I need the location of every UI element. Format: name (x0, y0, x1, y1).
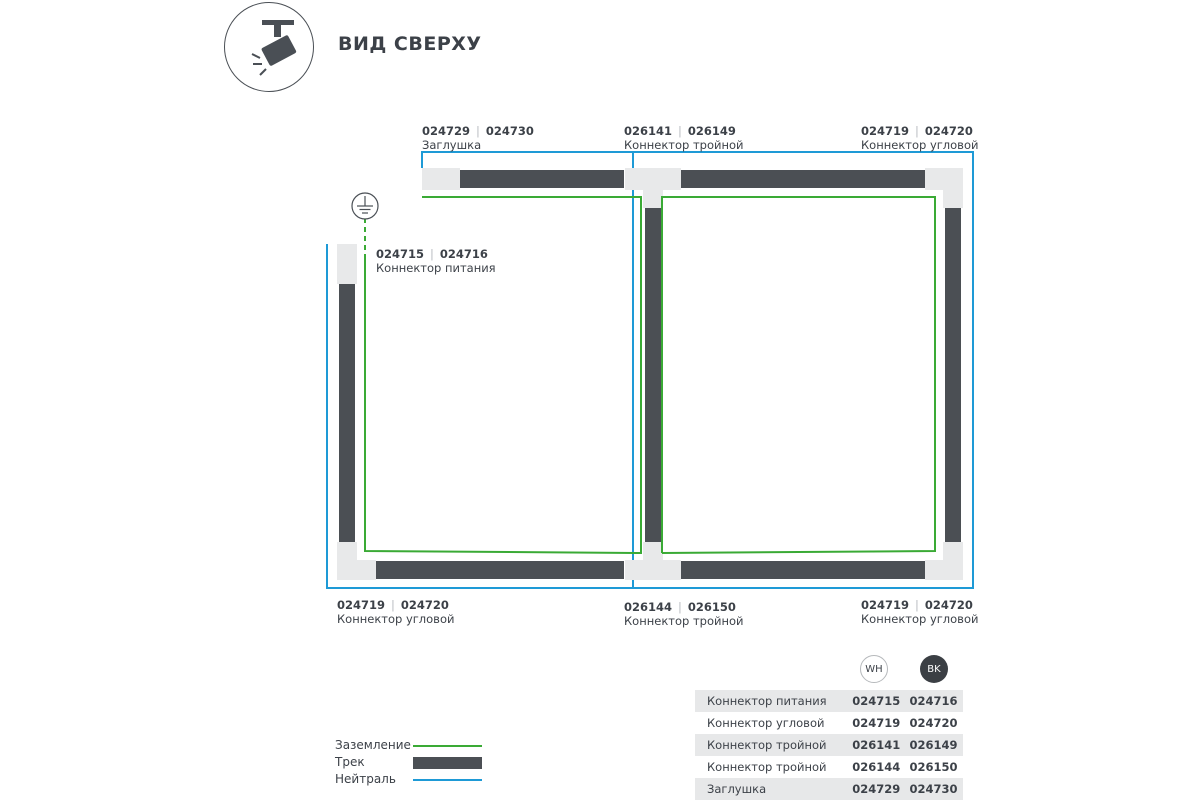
code-bk: 026149 (687, 124, 736, 138)
table-cell-bk: 024716 (909, 694, 958, 708)
label-name: Коннектор угловой (861, 612, 979, 626)
article-table (695, 690, 963, 800)
table-cell-bk: 026150 (909, 760, 958, 774)
track-bottom-left (376, 561, 624, 579)
label-name: Коннектор тройной (624, 138, 744, 152)
page-title: ВИД СВЕРХУ (338, 33, 482, 55)
legend-swatch-track (413, 757, 482, 769)
corner-connector-top-right (925, 168, 963, 208)
table-cell-bk: 024730 (909, 782, 958, 796)
label-name: Коннектор угловой (861, 138, 979, 152)
corner-connector-bottom-right (925, 542, 963, 580)
tee-connector-bottom-stem (643, 542, 663, 560)
code-wh: 026141 (624, 124, 673, 138)
label-tee-bottom: 026144 | 026150 Коннектор тройной (624, 600, 744, 628)
label-corner-bottom-right: 024719 | 024720 Коннектор угловой (861, 598, 979, 626)
end-cap-connector (422, 168, 460, 190)
table-cell-wh: 026144 (852, 760, 901, 774)
track-top-right (681, 170, 925, 188)
code-bk: 024720 (924, 124, 973, 138)
power-connector (337, 244, 357, 284)
code-wh: 024719 (861, 598, 910, 612)
tee-connector-top-stem (643, 190, 663, 208)
table-cell-bk: 024720 (909, 716, 958, 730)
table-cell-name: Коннектор тройной (707, 760, 827, 774)
table-row (695, 734, 963, 756)
ground-symbol-icon (352, 193, 378, 219)
table-cell-name: Коннектор тройной (707, 738, 827, 752)
track-top-left (460, 170, 624, 188)
table-cell-wh: 024719 (852, 716, 901, 730)
table-cell-wh: 024729 (852, 782, 901, 796)
code-wh: 026144 (624, 600, 673, 614)
code-bk: 024716 (439, 247, 488, 261)
tee-connector-top (625, 168, 681, 190)
legend-swatch-neutral (413, 779, 482, 781)
label-tee-top: 026141 | 026149 Коннектор тройной (624, 124, 744, 152)
table-cell-wh: 024715 (852, 694, 901, 708)
table-row (695, 690, 963, 712)
corner-connector-bottom-left (337, 542, 376, 580)
label-name: Заглушка (422, 138, 482, 152)
track-middle (645, 208, 661, 542)
code-bk: 024720 (924, 598, 973, 612)
table-row (695, 756, 963, 778)
legend-label-track: Трек (335, 755, 365, 769)
table-cell-wh: 026141 (852, 738, 901, 752)
label-corner-bottom-left: 024719 | 024720 Коннектор угловой (337, 598, 455, 626)
code-bk: 026150 (687, 600, 736, 614)
code-bk: 024720 (400, 598, 449, 612)
legend-label-neutral: Нейтраль (335, 772, 396, 786)
table-row (695, 712, 963, 734)
code-wh: 024729 (422, 124, 471, 138)
ground-wire-right (662, 197, 935, 553)
code-wh: 024719 (861, 124, 910, 138)
legend (335, 738, 495, 794)
tee-connector-bottom (625, 560, 681, 580)
table-cell-bk: 026149 (909, 738, 958, 752)
code-wh: 024715 (376, 247, 425, 261)
legend-label-ground: Заземление (335, 738, 411, 752)
label-corner-top-right: 024719 | 024720 Коннектор угловой (861, 124, 979, 152)
table-row (695, 778, 963, 800)
black-color-badge: BK (920, 655, 948, 683)
label-power-connector: 024715 | 024716 Коннектор питания (376, 247, 496, 275)
legend-swatch-ground (413, 745, 482, 747)
code-bk: 024730 (485, 124, 534, 138)
track-right (945, 208, 961, 542)
label-name: Коннектор угловой (337, 612, 455, 626)
table-cell-name: Заглушка (707, 782, 767, 796)
table-cell-name: Коннектор угловой (707, 716, 825, 730)
track-bottom-right (681, 561, 925, 579)
table-cell-name: Коннектор питания (707, 694, 827, 708)
label-name: Коннектор питания (376, 261, 496, 275)
code-wh: 024719 (337, 598, 386, 612)
label-name: Коннектор тройной (624, 614, 744, 628)
track-left (339, 284, 355, 542)
white-color-badge: WH (860, 655, 888, 683)
label-end-cap-top: 024729 | 024730 Заглушка (422, 124, 534, 152)
